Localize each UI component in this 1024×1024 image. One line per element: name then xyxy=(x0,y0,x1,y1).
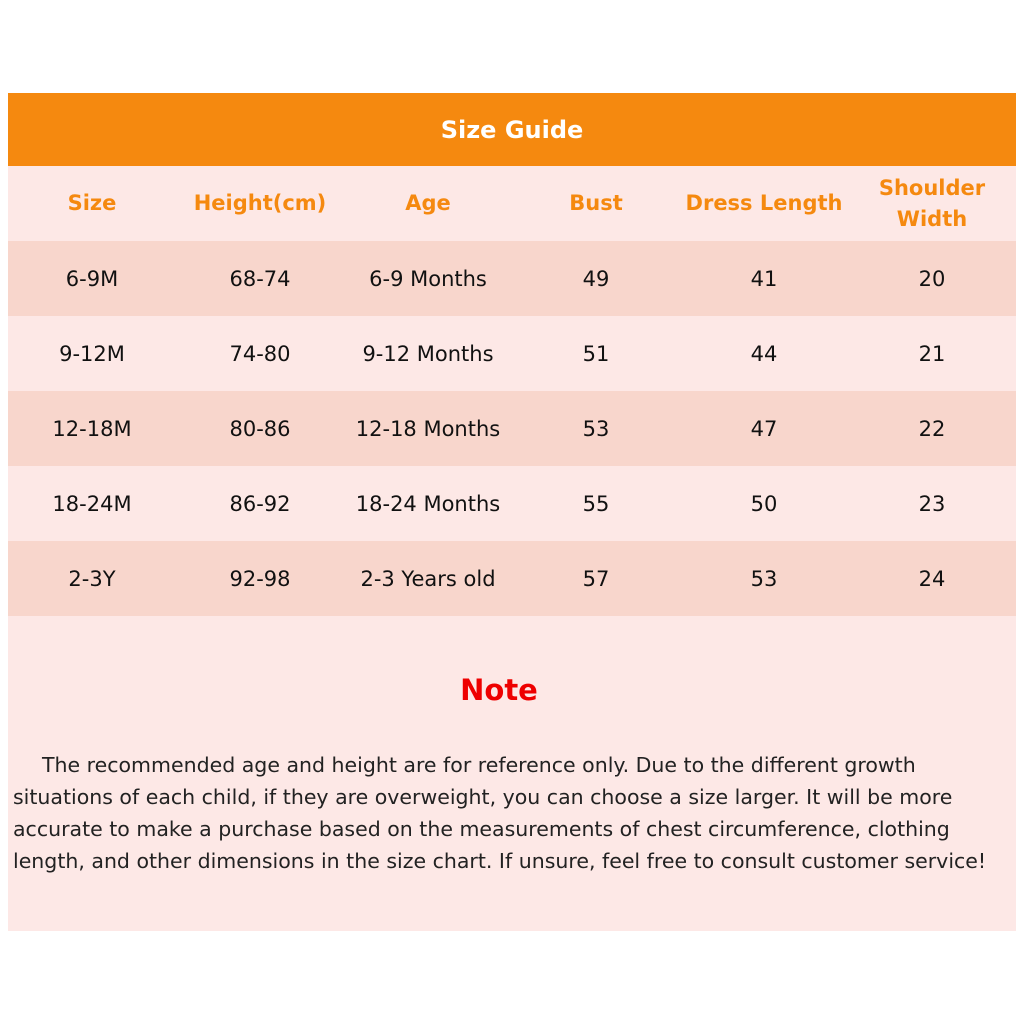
cell-shoulder-width: 22 xyxy=(848,391,1016,466)
cell-dress-length: 53 xyxy=(680,541,848,616)
cell-age: 12-18 Months xyxy=(344,391,512,466)
size-guide-title: Size Guide xyxy=(8,93,1016,166)
cell-dress-length: 44 xyxy=(680,316,848,391)
cell-height: 68-74 xyxy=(176,241,344,316)
size-guide-card xyxy=(8,93,1016,931)
cell-height: 74-80 xyxy=(176,316,344,391)
cell-age: 2-3 Years old xyxy=(344,541,512,616)
table-row xyxy=(8,466,1016,541)
cell-size: 18-24M xyxy=(8,466,176,541)
cell-bust: 57 xyxy=(512,541,680,616)
column-header-height: Height(cm) xyxy=(176,166,344,241)
cell-height: 92-98 xyxy=(176,541,344,616)
column-header-dress-length: Dress Length xyxy=(680,166,848,241)
cell-size: 2-3Y xyxy=(8,541,176,616)
cell-age: 18-24 Months xyxy=(344,466,512,541)
column-header-size: Size xyxy=(8,166,176,241)
table-row xyxy=(8,241,1016,316)
cell-dress-length: 47 xyxy=(680,391,848,466)
cell-height: 80-86 xyxy=(176,391,344,466)
cell-age: 6-9 Months xyxy=(344,241,512,316)
size-table xyxy=(8,166,1016,616)
column-header-bust: Bust xyxy=(512,166,680,241)
cell-bust: 49 xyxy=(512,241,680,316)
table-header-row xyxy=(8,166,1016,241)
table-row xyxy=(8,541,1016,616)
note-title: Note xyxy=(460,673,538,707)
note-text: The recommended age and height are for reference only. Due to the different growth situations of each child, if they are overweight, you can choose a size larger. It will be more accurate to make a purchase based on the measurements of chest circumference, clothing length, and other dimensions in the size chart. If unsure, feel free to consult customer service! xyxy=(13,753,987,873)
cell-size: 9-12M xyxy=(8,316,176,391)
cell-age: 9-12 Months xyxy=(344,316,512,391)
table-row xyxy=(8,391,1016,466)
cell-shoulder-width: 23 xyxy=(848,466,1016,541)
cell-dress-length: 50 xyxy=(680,466,848,541)
cell-bust: 51 xyxy=(512,316,680,391)
cell-bust: 55 xyxy=(512,466,680,541)
cell-size: 6-9M xyxy=(8,241,176,316)
cell-height: 86-92 xyxy=(176,466,344,541)
cell-shoulder-width: 24 xyxy=(848,541,1016,616)
column-header-shoulder-width: Shoulder Width xyxy=(848,166,1016,241)
cell-bust: 53 xyxy=(512,391,680,466)
cell-size: 12-18M xyxy=(8,391,176,466)
column-header-age: Age xyxy=(344,166,512,241)
cell-shoulder-width: 20 xyxy=(848,241,1016,316)
table-row xyxy=(8,316,1016,391)
cell-shoulder-width: 21 xyxy=(848,316,1016,391)
cell-dress-length: 41 xyxy=(680,241,848,316)
